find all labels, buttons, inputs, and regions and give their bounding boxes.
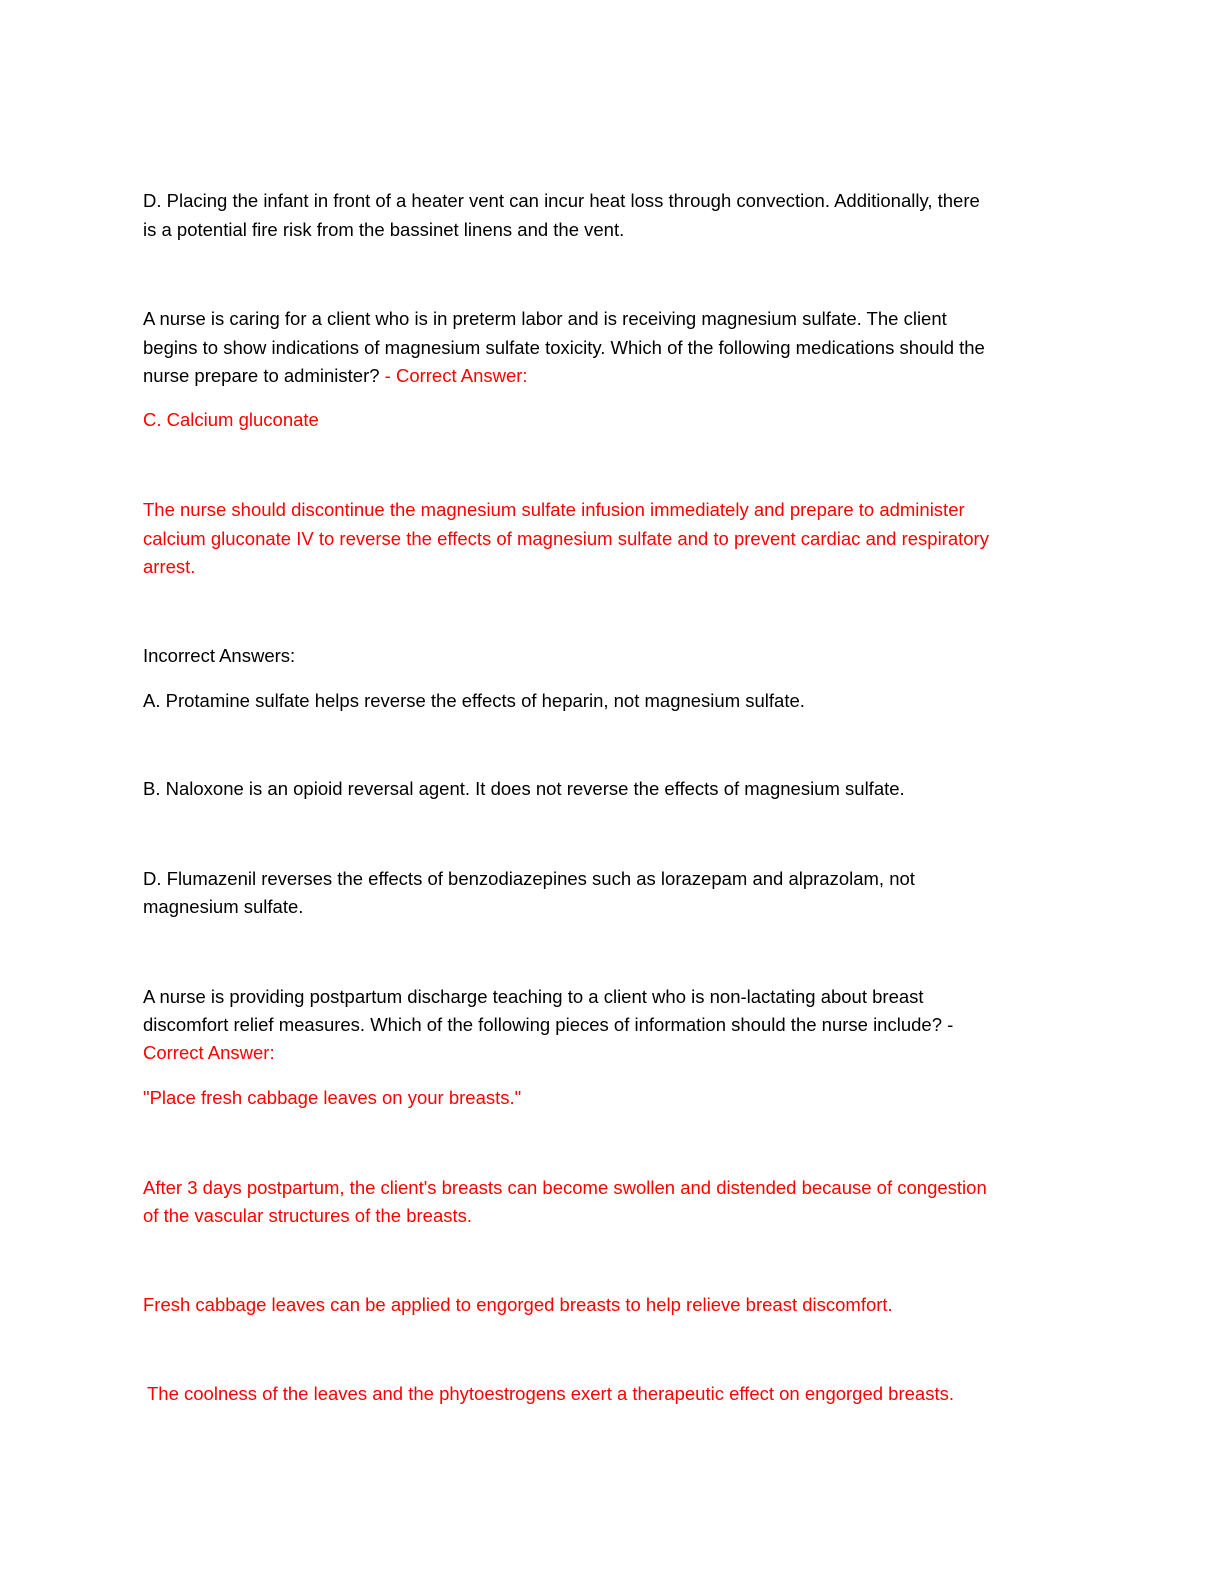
question-2-correct-answer-marker: Correct Answer:	[143, 1042, 275, 1063]
question-2-rationale-2: Fresh cabbage leaves can be applied to engorged breasts to help relieve breast discomfort.	[143, 1294, 893, 1315]
incorrect-answer-b: B. Naloxone is an opioid reversal agent. It does not reverse the effects of magnesium sulfate.	[143, 778, 905, 799]
question-2-rationale-1-line-2: of the vascular structures of the breasts.	[143, 1205, 473, 1226]
question-1-line-3	[143, 362, 528, 390]
previous-rationale-line-1: D. Placing the infant in front of a heater vent can incur heat loss through convection. Additionally, there	[143, 190, 980, 211]
question-1-rationale-line-1: The nurse should discontinue the magnesium sulfate infusion immediately and prepare to administer	[143, 499, 965, 520]
correct-answer-marker: - Correct Answer:	[384, 365, 528, 386]
incorrect-answers-heading: Incorrect Answers:	[143, 645, 296, 666]
question-1-line-1: A nurse is caring for a client who is in preterm labor and is receiving magnesium sulfate. The client	[143, 308, 947, 329]
incorrect-answer-a: A. Protamine sulfate helps reverse the effects of heparin, not magnesium sulfate.	[143, 690, 805, 711]
question-2-rationale-1-line-1: After 3 days postpartum, the client's breasts can become swollen and distended because of congestion	[143, 1177, 987, 1198]
incorrect-answer-d-line-1: D. Flumazenil reverses the effects of benzodiazepines such as lorazepam and alprazolam, not	[143, 868, 915, 889]
incorrect-answer-d-line-2: magnesium sulfate.	[143, 896, 304, 917]
question-2-line-2: discomfort relief measures. Which of the following pieces of information should the nurse include? -	[143, 1014, 954, 1035]
previous-rationale-line-2: is a potential fire risk from the bassinet linens and the vent.	[143, 219, 625, 240]
question-1-rationale-line-3: arrest.	[143, 556, 196, 577]
question-1-line-2: begins to show indications of magnesium sulfate toxicity. Which of the following medications should the	[143, 337, 985, 358]
question-1-rationale-line-2: calcium gluconate IV to reverse the effects of magnesium sulfate and to prevent cardiac and respiratory	[143, 528, 989, 549]
question-2-rationale-3: The coolness of the leaves and the phytoestrogens exert a therapeutic effect on engorged breasts.	[147, 1383, 954, 1404]
question-2-answer: "Place fresh cabbage leaves on your breasts."	[143, 1087, 522, 1108]
question-1-answer: C. Calcium gluconate	[143, 409, 319, 430]
question-1-line-3-text: nurse prepare to administer?	[143, 365, 385, 386]
question-2-line-1: A nurse is providing postpartum discharge teaching to a client who is non-lactating about breast	[143, 986, 924, 1007]
